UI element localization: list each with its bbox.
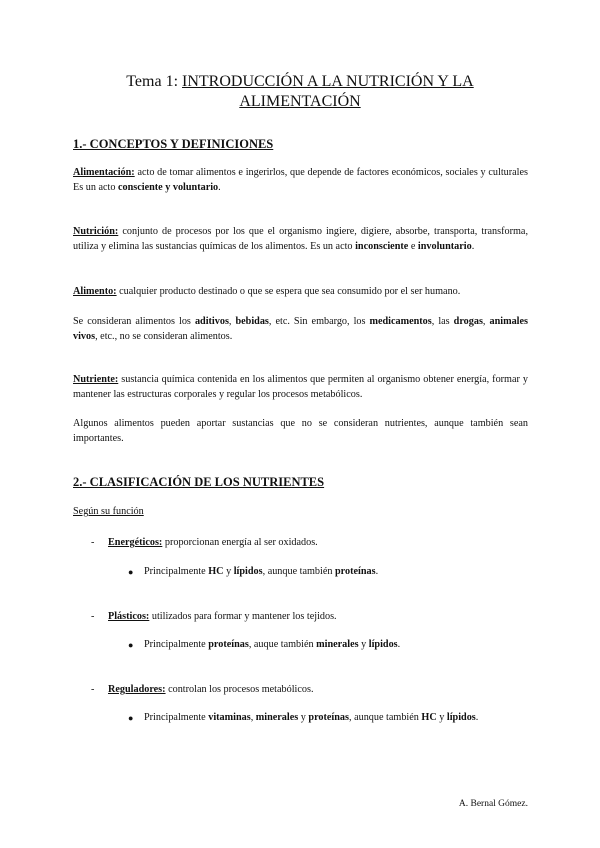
sub-item-plasticos: Principalmente proteínas, auque también minerales y lípidos. (144, 639, 401, 650)
list-item-plasticos: Plásticos: utilizados para formar y mantener los tejidos. (108, 611, 337, 622)
definition-nutriente: Nutriente: sustancia química contenida en los alimentos que permiten al organismo obtener energía, formar y mantener las estructuras corporales y regular los procesos metabólicos. (73, 374, 528, 400)
list-dash: - (91, 611, 95, 622)
definition-alimento: Alimento: cualquier producto destinado o que se espera que sea consumido por el ser humano. (73, 286, 461, 297)
section-heading-1: 1.- CONCEPTOS Y DEFINICIONES (73, 137, 274, 151)
subheading-funcion: Según su función (73, 506, 144, 517)
definition-nutricion: Nutrición: conjunto de procesos por los que el organismo ingiere, digiere, absorbe, transporta, transforma, utiliza y elimina las sustancias químicas de los alimentos. Es un acto inconsciente e involuntario. (73, 226, 528, 252)
title-underlined-2: ALIMENTACIÓN (239, 93, 361, 110)
title-underlined: INTRODUCCIÓN A LA NUTRICIÓN Y LA (182, 73, 474, 90)
bullet-icon: ● (128, 713, 134, 723)
list-dash: - (91, 684, 95, 695)
list-item-energeticos: Energéticos: proporcionan energía al ser oxidados. (108, 537, 318, 548)
definition-alimentacion: Alimentación: acto de tomar alimentos e ingerirlos, que depende de factores económicos, sociales y culturales Es un acto consciente y voluntario. (73, 167, 528, 193)
bullet-icon: ● (128, 640, 134, 650)
author-signature: A. Bernal Gómez. (458, 799, 528, 809)
bullet-icon: ● (128, 567, 134, 577)
list-item-reguladores: Reguladores: controlan los procesos metabólicos. (108, 684, 314, 695)
section-heading-2: 2.- CLASIFICACIÓN DE LOS NUTRIENTES (73, 475, 325, 489)
sub-item-reguladores: Principalmente vitaminas, minerales y proteínas, aunque también HC y lípidos. (144, 712, 479, 723)
list-dash: - (91, 537, 95, 548)
sub-item-energeticos: Principalmente HC y lípidos, aunque también proteínas. (144, 566, 379, 577)
paragraph-consideran: Se consideran alimentos los aditivos, bebidas, etc. Sin embargo, los medicamentos, las drogas, animales vivos, etc., no se consideran alimentos. (73, 316, 528, 342)
page-title: Tema 1: INTRODUCCIÓN A LA NUTRICIÓN Y LA ALIMENTACIÓN (126, 73, 474, 110)
paragraph-algunos: Algunos alimentos pueden aportar sustancias que no se consideran nutrientes, aunque también sean importantes. (73, 418, 528, 444)
